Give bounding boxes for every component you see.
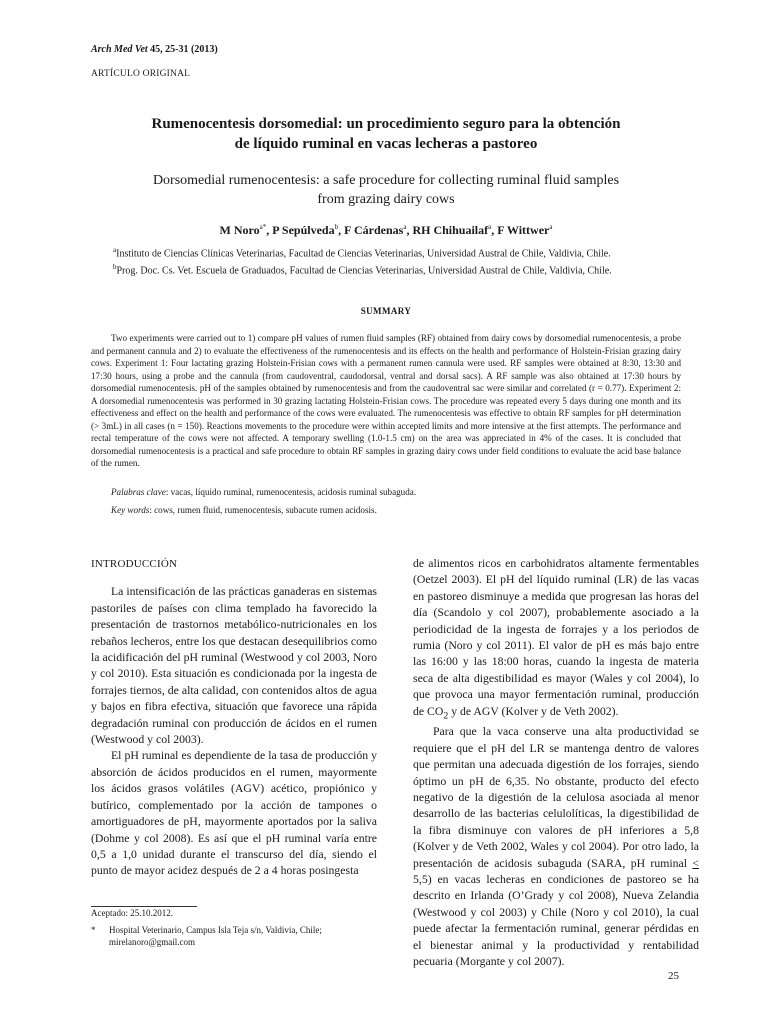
author-name: F Cárdenas bbox=[344, 223, 404, 237]
author bbox=[272, 223, 344, 237]
affiliation-text: Instituto de Ciencias Clínicas Veterinarias, Facultad de Ciencias Veterinarias, Universidad Austral de Chile, Valdivia, Chile. bbox=[116, 248, 611, 260]
keywords-text: : cows, rumen fluid, rumenocentesis, subacute rumen acidosis. bbox=[149, 505, 377, 515]
author-name: P Sepúlveda bbox=[272, 223, 335, 237]
author-affil-mark: a bbox=[549, 223, 553, 231]
affiliation-text: Prog. Doc. Cs. Vet. Escuela de Graduados, Facultad de Ciencias Veterinarias, Universidad Austral de Chile, Valdivia, Chile. bbox=[116, 265, 612, 277]
summary-text: Two experiments were carried out to 1) compare pH values of rumen fluid samples (RF) obtained from dairy cows by dorsomedial rumenocentesis, a probe and permanent cannula and 2) to evaluate the effectiveness of the rumenocentesis and its effects on the health and performance of Holstein-Frisian grazing dairy cows. Experiment 1: Four lactating grazing Holstein-Frisian cows with a permanent rumen cannula were used. RF samples were obtained at 8:30, 13:30 and 17:30 hours, using a probe and the cannula (from caudoventral, caudodorsal, ventral and dorsal sacs). A RF sample was also obtained at 17:30 hours by dorsomedial rumenocentesis. pH of the samples obtained by rumenocentesis and from the caudoventral sac were similar and correlated (r = 0.77). Experiment 2: A dorsomedial rumenocentesis was performed in 30 grazing lactating Holstein-Frisian cows. The procedure was repeated every 5 days during one month and its effectiveness and effect on the health and performance of the cows were evaluated. The rumenocentesis was effective to obtain RF samples for pH determination (> 3mL) in all cases (n = 150). Reactions movements to the procedure were within accepted limits and more intensive at the first attempts. The performance and rectal temperature of the cows were not affected. A temporary swelling (1.0-1.5 cm) on the area was appreciated in 4% of the cases. It is concluded that dorsomedial rumenocentesis is a practical and safe procedure to obtain RF samples in grazing dairy cows under field conditions to evaluate the acid base balance of the rumen. bbox=[91, 333, 681, 469]
keywords-label: Palabras clave bbox=[111, 487, 166, 497]
author-name: M Noro bbox=[219, 223, 260, 237]
affiliation-b bbox=[113, 263, 612, 276]
author-name: RH Chihuailaf bbox=[412, 223, 489, 237]
title-english-line-1: Dorsomedial rumenocentesis: a safe procedure for collecting ruminal fluid samples bbox=[152, 173, 620, 188]
author-list bbox=[91, 223, 681, 238]
subscript: 2 bbox=[443, 710, 449, 721]
keywords-text: : vacas, líquido ruminal, rumenocentesis, acidosis ruminal subaguda. bbox=[165, 487, 417, 497]
affiliation-mark: b bbox=[113, 263, 117, 271]
author bbox=[412, 223, 497, 237]
author-affil-mark: b bbox=[334, 223, 339, 231]
body-paragraph: La intensificación de las prácticas ganaderas en sistemas pastoriles de países con clima templado ha favorecido la presentación de trastornos metabólico-nutricionales en los rebaños lecheros, entre los que destacan desequilibrios como la acidificación del pH ruminal (Westwood y col 2003, Noro y col 2010). Esta situación es condicionada por la ingesta de forrajes tiernos, de alta calidad, con contenidos altos de agua y bajos en fibra efectiva, situación que favorece una rápida degradación ruminal con producción de ácidos en el rumen (Westwood y col 2003). bbox=[91, 585, 377, 747]
footnote-divider bbox=[91, 906, 197, 907]
journal-citation bbox=[91, 44, 218, 55]
body-paragraph: El pH ruminal es dependiente de la tasa de producción y absorción de ácidos producidos en el rumen, mayormente los ácidos grasos volátiles (AGV) acético, propiónico y butírico, complementado por la acción de tampones o amortiguadores de pH, mayormente aportados por la saliva (Dohme y col 2008). Es así que el pH ruminal varía entre 0,5 a 1,0 unidad durante el transcurso del día, siendo el punto de mayor acidez después de 2 a 4 horas posingesta bbox=[91, 749, 377, 878]
title-english bbox=[91, 171, 681, 209]
footnote-correspondence bbox=[91, 924, 381, 948]
keywords-label: Key words bbox=[111, 505, 150, 515]
less-equal-symbol: < bbox=[692, 856, 699, 870]
author-name: F Wittwer bbox=[497, 223, 550, 237]
author-affil-mark: a bbox=[488, 223, 492, 231]
body-text: y de AGV (Kolver y de Veth 2002). bbox=[448, 704, 619, 718]
author bbox=[220, 223, 273, 237]
author-affil-mark: a* bbox=[259, 223, 267, 231]
body-paragraph bbox=[413, 556, 699, 724]
author-separator: , bbox=[406, 223, 413, 237]
journal-volume-pages: 45, 25-31 (2013) bbox=[150, 44, 218, 55]
body-column-left bbox=[91, 556, 377, 880]
author-separator: , bbox=[266, 223, 273, 237]
page-number: 25 bbox=[668, 970, 679, 982]
title-english-line-2: from grazing dairy cows bbox=[317, 192, 455, 207]
footnote-text: Hospital Veterinario, Campus Isla Teja s/n, Valdivia, Chile; mirelanoro@gmail.com bbox=[109, 925, 322, 947]
body-text: Para que la vaca conserve una alta productividad se requiere que el pH del LR se mantenga dentro de valores que permitan una adecuada digestión de los forrajes, siendo óptimo un pH de 6,35. No obstante, producto del efecto negativo de la digestión de la celulosa asociada al menor desarrollo de las bacterias celulolíticas, la digestibilidad de la fibra disminuye con valores de pH inferiores a 5,8 (Kolver y de Veth 2002, Wales y col 2004). Por otro lado, la presentación de acidosis subaguda (SARA, pH ruminal bbox=[413, 725, 699, 870]
keywords-spanish bbox=[111, 487, 416, 497]
journal-name: Arch Med Vet bbox=[91, 44, 148, 55]
body-column-right bbox=[413, 556, 699, 971]
author-separator: , bbox=[491, 223, 498, 237]
body-text: 5,5) en vacas lecheras en condiciones de pastoreo se ha descrito en Irlanda (O’Grady y col 2008), Nueva Zelandia (Westwood y col 2003) y Chile (Noro y col 2010), la cual puede afectar la fermentación ruminal, generar pérdidas en el bienestar animal y la productividad y rentabilidad pecuaria (Morgante y col 2007). bbox=[413, 873, 699, 969]
affiliation-a bbox=[113, 246, 611, 259]
body-paragraph bbox=[413, 724, 699, 970]
keywords-english bbox=[111, 505, 377, 515]
title-spanish-line-2: de líquido ruminal en vacas lecheras a pastoreo bbox=[234, 136, 538, 152]
body-text: de alimentos ricos en carbohidratos altamente fermentables (Oetzel 2003). El pH del líquido ruminal (LR) de las vacas en pastoreo disminuye a medida que progresan las horas del día (Scandolo y col 2007), probablemente asociado a la periodicidad de la ingesta de forrajes y a los periodos de rumia (Noro y col 2011). El valor de pH es más bajo entre las 16:00 y las 18:00 horas, cuando la ingesta de materia seca de alta digestibilidad es mayor (Wales y col 2004), lo que provoca una mayor fermentación ruminal, producción de CO bbox=[413, 557, 699, 718]
summary-heading: SUMMARY bbox=[360, 306, 412, 316]
affiliation-mark: a bbox=[113, 246, 117, 254]
author bbox=[344, 223, 412, 237]
title-spanish bbox=[91, 114, 681, 154]
article-type: ARTÍCULO ORIGINAL bbox=[91, 69, 191, 79]
section-heading-introduction: INTRODUCCIÓN bbox=[91, 558, 178, 570]
footnote-accepted: Aceptado: 25.10.2012. bbox=[91, 908, 173, 918]
author bbox=[497, 223, 552, 237]
footnote-mark: * bbox=[91, 925, 96, 935]
author-affil-mark: a bbox=[403, 223, 407, 231]
author-separator: , bbox=[338, 223, 345, 237]
title-spanish-line-1: Rumenocentesis dorsomedial: un procedimiento seguro para la obtención bbox=[151, 116, 621, 132]
